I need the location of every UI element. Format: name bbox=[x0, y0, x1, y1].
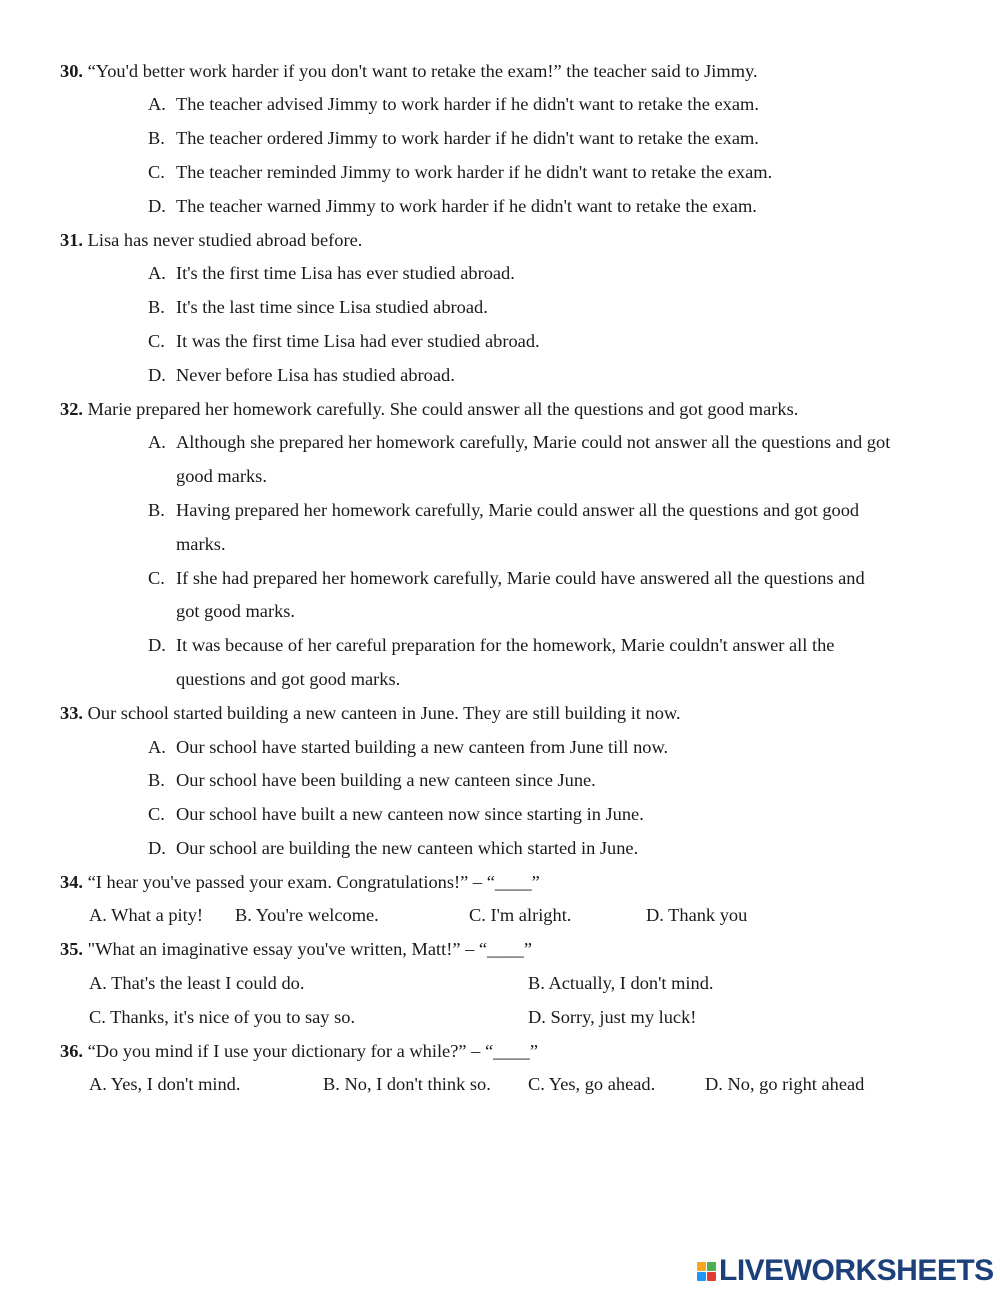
option-text: The teacher advised Jimmy to work harder if he didn't want to retake the exam. bbox=[176, 94, 759, 114]
option-letter: C. bbox=[148, 568, 165, 588]
question-text: “Do you mind if I use your dictionary for a while?” – “____” bbox=[87, 1041, 539, 1061]
logo-block bbox=[707, 1272, 716, 1281]
option-32-a[interactable] bbox=[148, 431, 890, 453]
option-letter: B. bbox=[148, 297, 165, 317]
option-33-a[interactable] bbox=[148, 736, 668, 758]
option-letter: D. bbox=[148, 838, 166, 858]
question-text: “I hear you've passed your exam. Congratulations!” – “____” bbox=[87, 872, 540, 892]
option-text: If she had prepared her homework carefully, Marie could have answered all the questions and bbox=[176, 568, 865, 588]
logo-block bbox=[697, 1262, 706, 1271]
question-text: “You'd better work harder if you don't want to retake the exam!” the teacher said to Jimmy. bbox=[87, 61, 758, 81]
option-text: good marks. bbox=[176, 466, 267, 486]
option-32-b-cont bbox=[176, 533, 226, 555]
option-text: Having prepared her homework carefully, Marie could answer all the questions and got good bbox=[176, 500, 860, 520]
option-32-c[interactable] bbox=[148, 567, 865, 589]
option-text: The teacher ordered Jimmy to work harder if he didn't want to retake the exam. bbox=[176, 128, 759, 148]
option-32-b[interactable] bbox=[148, 499, 859, 521]
question-text: Lisa has never studied abroad before. bbox=[87, 230, 363, 250]
option-text: It's the first time Lisa has ever studied abroad. bbox=[176, 263, 515, 283]
option-letter: A. bbox=[148, 263, 166, 283]
option-30-d[interactable] bbox=[148, 195, 757, 217]
option-33-d[interactable] bbox=[148, 837, 638, 859]
question-text: Marie prepared her homework carefully. She could answer all the questions and got good marks. bbox=[87, 399, 799, 419]
option-32-d[interactable] bbox=[148, 634, 834, 656]
option-text: got good marks. bbox=[176, 601, 296, 621]
option-35-a[interactable]: A. That's the least I could do. bbox=[89, 973, 305, 993]
option-letter: A. bbox=[148, 737, 166, 757]
question-36-stem bbox=[60, 1040, 538, 1062]
option-text: It's the last time since Lisa studied abroad. bbox=[176, 297, 488, 317]
option-32-d-cont bbox=[176, 668, 400, 690]
option-text: Our school have built a new canteen now since starting in June. bbox=[176, 804, 644, 824]
option-text: Our school are building the new canteen which started in June. bbox=[176, 838, 639, 858]
option-36-b[interactable]: B. No, I don't think so. bbox=[323, 1074, 491, 1094]
option-text: marks. bbox=[176, 534, 226, 554]
option-32-c-cont bbox=[176, 600, 295, 622]
question-number: 36. bbox=[60, 1041, 83, 1061]
option-letter: D. bbox=[148, 365, 166, 385]
option-text: Although she prepared her homework carefully, Marie could not answer all the questions and got bbox=[176, 432, 891, 452]
option-letter: B. bbox=[148, 128, 165, 148]
liveworksheets-logo bbox=[697, 1254, 994, 1288]
option-text: The teacher reminded Jimmy to work harder if he didn't want to retake the exam. bbox=[176, 162, 773, 182]
question-number: 35. bbox=[60, 939, 83, 959]
question-number: 32. bbox=[60, 399, 83, 419]
option-letter: D. bbox=[148, 196, 166, 216]
question-text: "What an imaginative essay you've written, Matt!” – “____” bbox=[87, 939, 533, 959]
question-31-stem bbox=[60, 229, 362, 251]
option-text: It was because of her careful preparation for the homework, Marie couldn't answer all the bbox=[176, 635, 835, 655]
option-31-c[interactable] bbox=[148, 330, 540, 352]
logo-text: LIVEWORKSHEETS bbox=[719, 1254, 994, 1287]
option-35-b[interactable]: B. Actually, I don't mind. bbox=[528, 973, 714, 993]
question-number: 33. bbox=[60, 703, 83, 723]
option-35-d[interactable]: D. Sorry, just my luck! bbox=[528, 1007, 697, 1027]
option-30-b[interactable] bbox=[148, 127, 759, 149]
option-letter: A. bbox=[148, 432, 166, 452]
option-letter: B. bbox=[148, 500, 165, 520]
option-34-b[interactable]: B. You're welcome. bbox=[235, 905, 379, 925]
option-letter: A. bbox=[148, 94, 166, 114]
option-34-a[interactable]: A. What a pity! bbox=[89, 905, 204, 925]
option-31-a[interactable] bbox=[148, 262, 515, 284]
option-text: questions and got good marks. bbox=[176, 669, 401, 689]
question-number: 30. bbox=[60, 61, 83, 81]
option-36-a[interactable]: A. Yes, I don't mind. bbox=[89, 1074, 241, 1094]
logo-block bbox=[707, 1262, 716, 1271]
option-text: Never before Lisa has studied abroad. bbox=[176, 365, 455, 385]
option-text: The teacher warned Jimmy to work harder if he didn't want to retake the exam. bbox=[176, 196, 757, 216]
option-31-d[interactable] bbox=[148, 364, 455, 386]
question-34-stem bbox=[60, 871, 540, 893]
option-36-c[interactable]: C. Yes, go ahead. bbox=[528, 1074, 656, 1094]
option-31-b[interactable] bbox=[148, 296, 488, 318]
question-number: 31. bbox=[60, 230, 83, 250]
option-letter: C. bbox=[148, 804, 165, 824]
option-letter: D. bbox=[148, 635, 166, 655]
option-33-c[interactable] bbox=[148, 803, 644, 825]
option-text: It was the first time Lisa had ever studied abroad. bbox=[176, 331, 540, 351]
option-33-b[interactable] bbox=[148, 769, 596, 791]
option-32-a-cont bbox=[176, 465, 267, 487]
question-33-stem bbox=[60, 702, 681, 724]
option-letter: C. bbox=[148, 331, 165, 351]
option-letter: C. bbox=[148, 162, 165, 182]
option-36-d[interactable]: D. No, go right ahead bbox=[705, 1074, 865, 1094]
option-text: Our school have started building a new canteen from June till now. bbox=[176, 737, 669, 757]
option-30-c[interactable] bbox=[148, 161, 772, 183]
option-35-c[interactable]: C. Thanks, it's nice of you to say so. bbox=[89, 1007, 356, 1027]
option-letter: B. bbox=[148, 770, 165, 790]
question-text: Our school started building a new canteen in June. They are still building it now. bbox=[87, 703, 681, 723]
logo-blocks-icon bbox=[697, 1262, 716, 1281]
question-30-stem bbox=[60, 60, 758, 82]
option-text: Our school have been building a new canteen since June. bbox=[176, 770, 596, 790]
logo-block bbox=[697, 1272, 706, 1281]
option-30-a[interactable] bbox=[148, 93, 759, 115]
question-number: 34. bbox=[60, 872, 83, 892]
option-34-c[interactable]: C. I'm alright. bbox=[469, 905, 572, 925]
question-35-stem bbox=[60, 938, 532, 960]
option-34-d[interactable]: D. Thank you bbox=[646, 905, 748, 925]
question-32-stem bbox=[60, 398, 798, 420]
